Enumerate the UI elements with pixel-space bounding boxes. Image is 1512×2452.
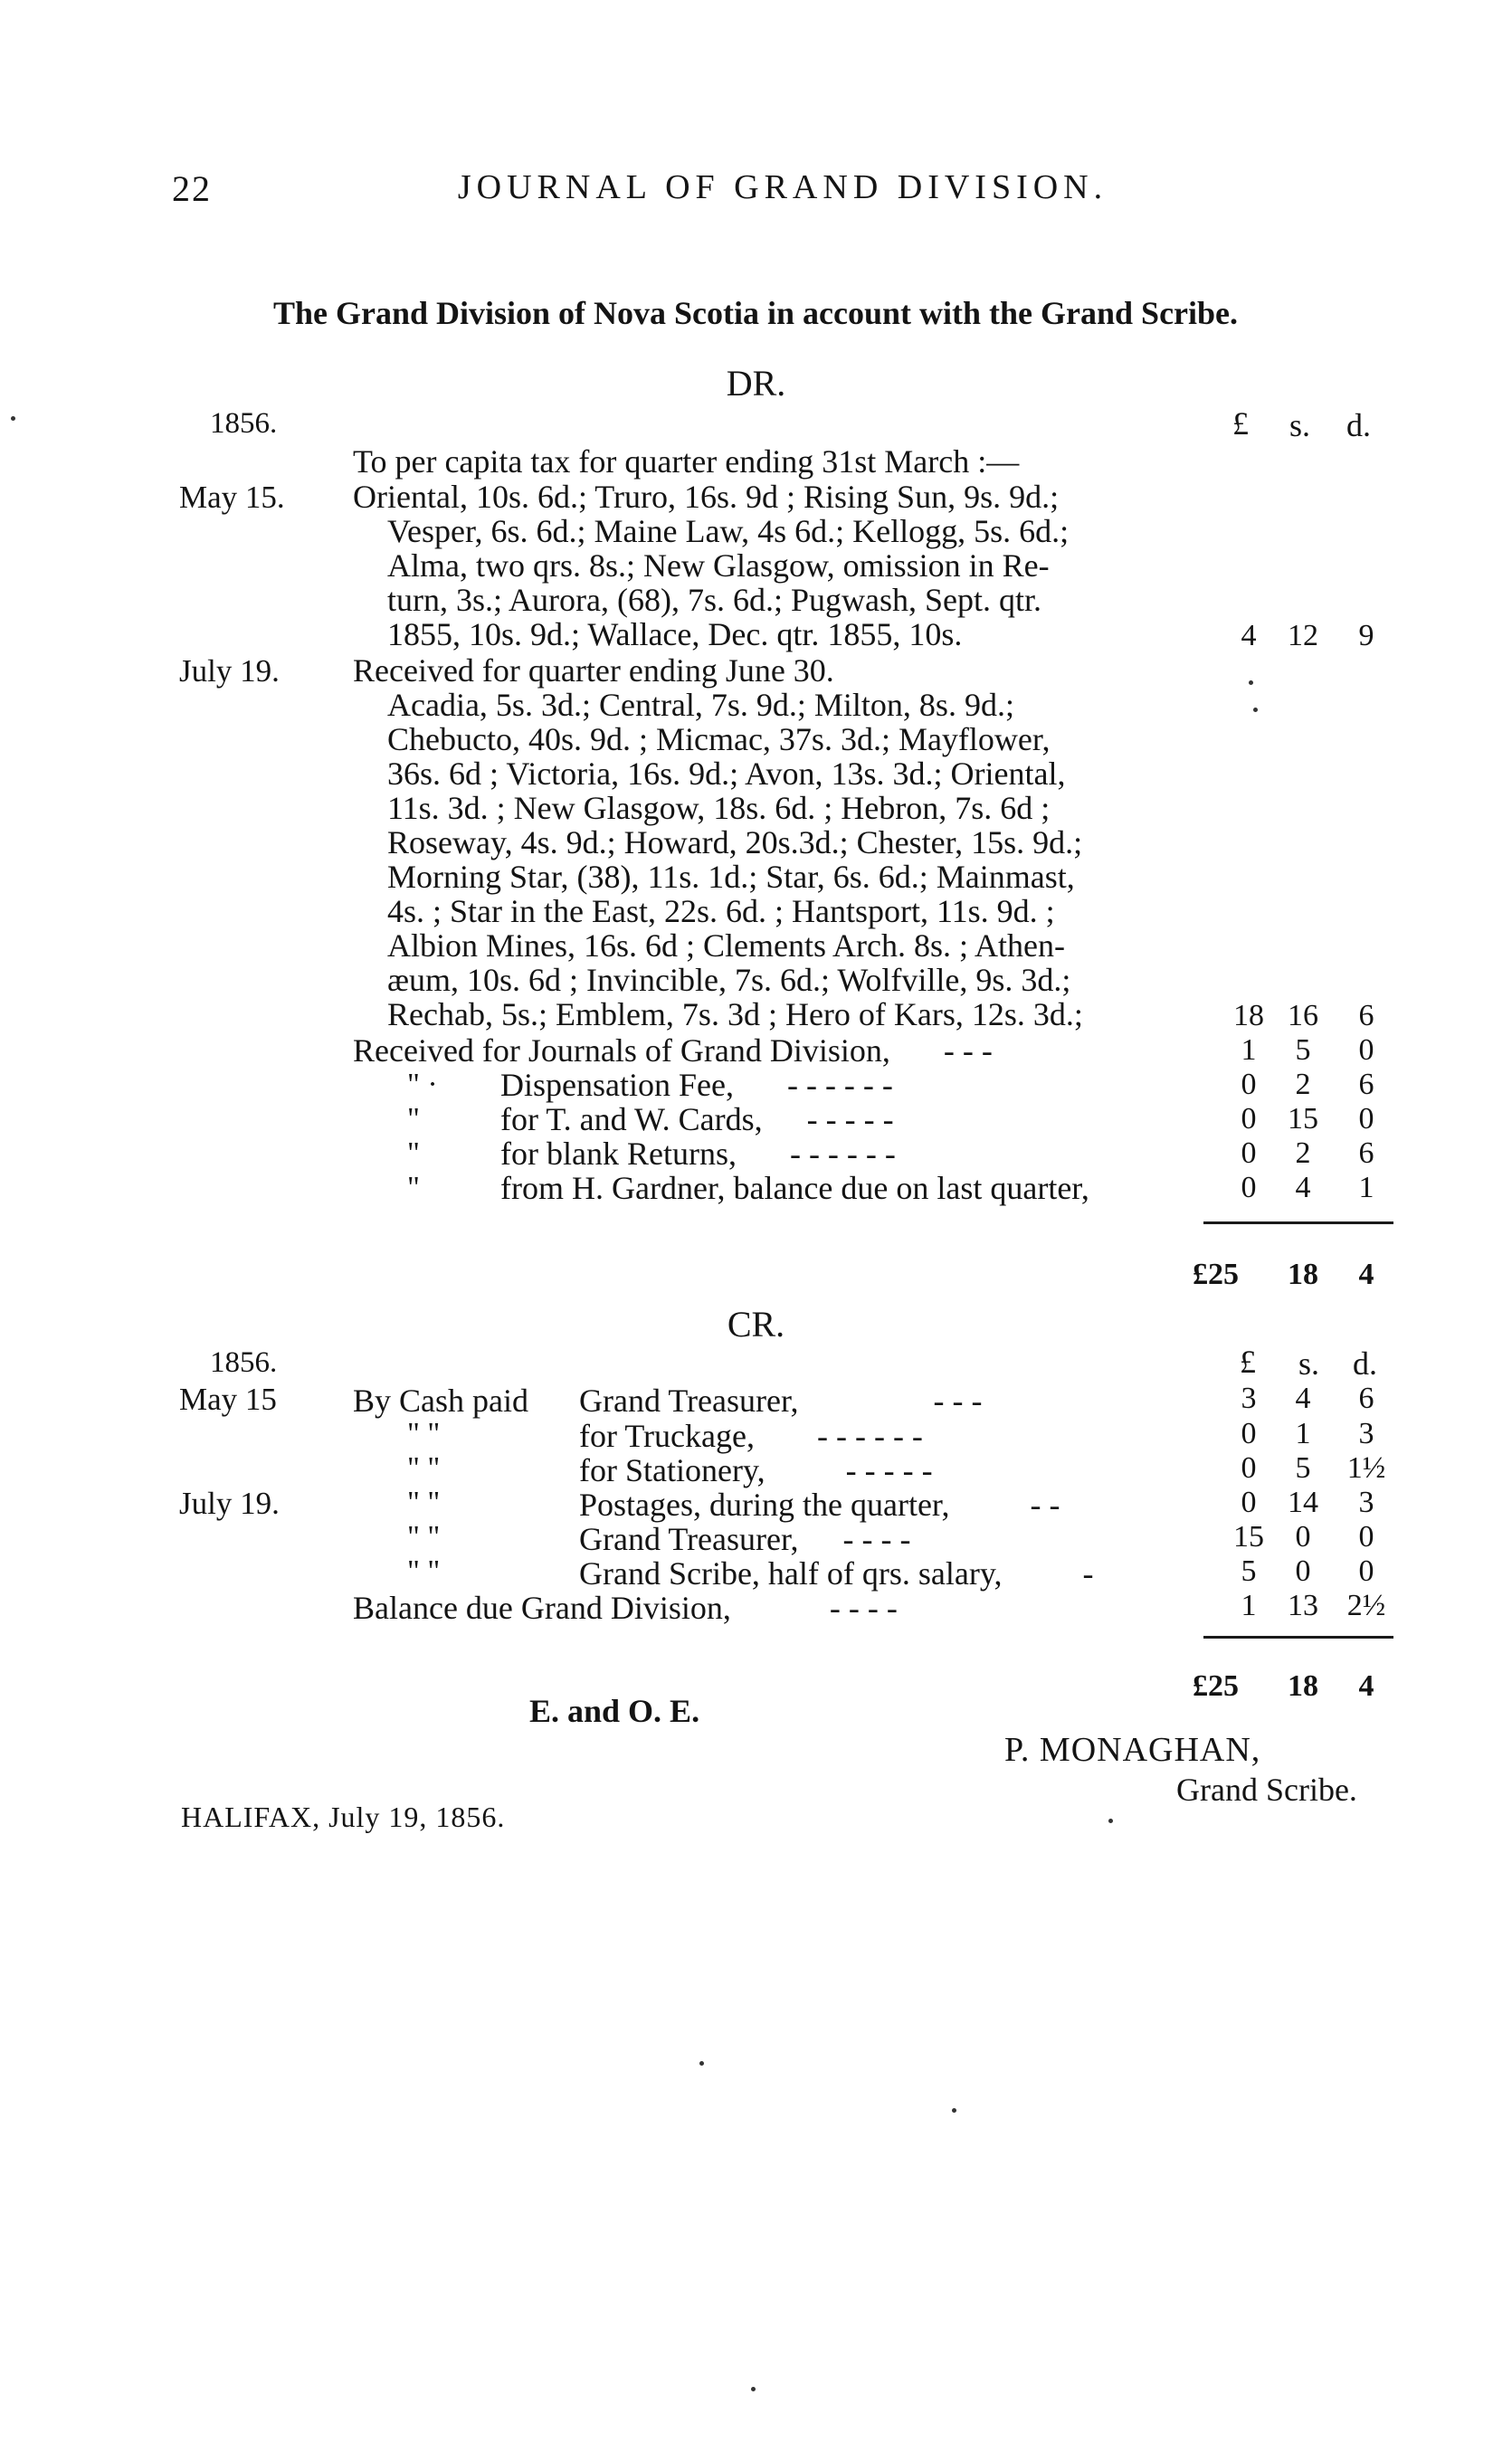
returns-shillings: 2 <box>1295 1136 1311 1170</box>
truckage-item: for Truckage, - - - - - - <box>579 1418 923 1454</box>
stationery-pounds: 0 <box>1241 1451 1257 1485</box>
running-title: JOURNAL OF GRAND DIVISION. <box>457 168 1108 206</box>
treasurer-shillings: 4 <box>1295 1382 1311 1415</box>
ink-speck <box>1253 708 1258 712</box>
dispensation-shillings: 2 <box>1295 1068 1311 1101</box>
entry-line: Oriental, 10s. 6d.; Truro, 16s. 9d ; Rising Sun, 9s. 9d.; <box>353 479 1060 515</box>
ink-speck <box>1249 680 1253 685</box>
ditto-mark: " · <box>407 1068 438 1101</box>
shillings-header: s. <box>1289 407 1311 443</box>
gardner-shillings: 4 <box>1295 1171 1311 1204</box>
debit-heading: DR. <box>726 363 786 404</box>
postages-item: Postages, during the quarter, - - <box>579 1487 1060 1523</box>
may-amount-shillings: 12 <box>1288 619 1318 652</box>
gardner-item: from H. Gardner, balance due on last quarter, <box>500 1170 1089 1206</box>
scribe-salary-item: Grand Scribe, half of qrs. salary, - <box>579 1555 1094 1592</box>
journals-item: Received for Journals of Grand Division, - - - <box>353 1032 993 1069</box>
journals-pounds: 1 <box>1241 1033 1257 1067</box>
postages-pence: 3 <box>1358 1486 1374 1519</box>
balance-shillings: 13 <box>1288 1589 1318 1622</box>
ditto-mark: " " <box>407 1554 441 1588</box>
credit-total-pounds: £25 <box>1193 1669 1239 1703</box>
cards-pence: 0 <box>1358 1102 1374 1136</box>
july-amount-pounds: 18 <box>1233 999 1264 1032</box>
shillings-header: s. <box>1298 1345 1320 1382</box>
entry-line: æum, 10s. 6d ; Invincible, 7s. 6d.; Wolfville, 9s. 3d.; <box>387 962 1071 998</box>
ditto-mark: " " <box>407 1451 441 1485</box>
entry-line: 1855, 10s. 9d.; Wallace, Dec. qtr. 1855, 10s. <box>387 616 963 652</box>
july-entry-text <box>353 653 1083 1031</box>
pence-header: d. <box>1346 407 1371 443</box>
ditto-mark: " " <box>407 1520 441 1554</box>
balance-pence: 2½ <box>1346 1589 1386 1622</box>
cards-item: for T. and W. Cards, - - - - - <box>500 1101 894 1137</box>
entry-line: turn, 3s.; Aurora, (68), 7s. 6d.; Pugwash, Sept. qtr. <box>387 582 1041 618</box>
journals-pence: 0 <box>1358 1033 1374 1067</box>
ink-speck <box>1108 1819 1113 1823</box>
balance-item: Balance due Grand Division, - - - - <box>353 1590 898 1626</box>
july-amount-pence: 6 <box>1358 999 1374 1032</box>
ink-speck <box>11 416 15 421</box>
scribe-salary-pence: 0 <box>1358 1554 1374 1588</box>
pounds-header: £ <box>1240 1344 1256 1380</box>
balance-pounds: 1 <box>1241 1589 1257 1622</box>
ditto-mark: " " <box>407 1417 441 1450</box>
treasurer-second-pounds: 15 <box>1233 1520 1264 1554</box>
truckage-pence: 3 <box>1358 1417 1374 1450</box>
treasurer-second-shillings: 0 <box>1295 1520 1311 1554</box>
stationery-shillings: 5 <box>1295 1451 1311 1485</box>
errors-omissions-note: E. and O. E. <box>529 1693 700 1729</box>
treasurer-pence: 6 <box>1358 1382 1374 1415</box>
ink-speck <box>751 2387 756 2391</box>
july-amount-shillings: 16 <box>1288 999 1318 1032</box>
signature-title: Grand Scribe. <box>1176 1772 1357 1808</box>
postages-shillings: 14 <box>1288 1486 1318 1519</box>
entry-line: 36s. 6d ; Victoria, 16s. 9d.; Avon, 13s. 3d.; Oriental, <box>387 756 1066 792</box>
stationery-pence: 1½ <box>1346 1451 1386 1485</box>
scribe-salary-pounds: 5 <box>1241 1554 1257 1588</box>
entry-line: Roseway, 4s. 9d.; Howard, 20s.3d.; Chester, 15s. 9d.; <box>387 824 1083 860</box>
entry-line: Chebucto, 40s. 9d. ; Micmac, 37s. 3d.; Mayflower, <box>387 721 1051 757</box>
treasurer-second-pence: 0 <box>1358 1520 1374 1554</box>
truckage-pounds: 0 <box>1241 1417 1257 1450</box>
ink-speck <box>952 2108 956 2113</box>
per-capita-intro: To per capita tax for quarter ending 31st March :— <box>353 443 1020 480</box>
returns-pence: 6 <box>1358 1136 1374 1170</box>
entry-date-may: May 15. <box>179 480 285 515</box>
entry-line: Alma, two qrs. 8s.; New Glasgow, omission in Re- <box>387 547 1050 584</box>
returns-pounds: 0 <box>1241 1136 1257 1170</box>
cards-pounds: 0 <box>1241 1102 1257 1136</box>
running-head <box>172 167 1393 213</box>
pence-header: d. <box>1353 1345 1377 1382</box>
entry-date-july: July 19. <box>179 653 280 689</box>
credit-date-may: May 15 <box>179 1382 277 1417</box>
debit-total-pounds: £25 <box>1193 1258 1239 1291</box>
debit-total-pence: 4 <box>1358 1258 1374 1291</box>
entry-line: Rechab, 5s.; Emblem, 7s. 3d ; Hero of Kars, 12s. 3d.; <box>387 996 1083 1032</box>
journals-shillings: 5 <box>1295 1033 1311 1067</box>
truckage-shillings: 1 <box>1295 1417 1311 1450</box>
stationery-item: for Stationery, - - - - - <box>579 1452 933 1488</box>
entry-line: 4s. ; Star in the East, 22s. 6d. ; Hantsport, 11s. 9d. ; <box>387 893 1055 929</box>
pounds-header: £ <box>1232 405 1249 442</box>
entry-line: 11s. 3d. ; New Glasgow, 18s. 6d. ; Hebron, 7s. 6d ; <box>387 790 1051 826</box>
treasurer-pounds: 3 <box>1241 1382 1257 1415</box>
credit-heading: CR. <box>727 1304 785 1345</box>
ink-speck <box>699 2061 704 2066</box>
ditto-mark: " <box>407 1102 420 1136</box>
grand-treasurer-item: Grand Treasurer, - - - <box>579 1383 983 1419</box>
may-amount-pence: 9 <box>1358 619 1374 652</box>
entry-line: Acadia, 5s. 3d.; Central, 7s. 9d.; Milton, 8s. 9d.; <box>387 687 1014 723</box>
treasurer-second-item: Grand Treasurer, - - - - <box>579 1521 911 1557</box>
may-entry-text <box>353 480 1069 651</box>
page-number: 22 <box>172 168 212 209</box>
debit-year: 1856. <box>210 407 278 440</box>
entry-line: Received for quarter ending June 30. <box>353 652 834 689</box>
gardner-pence: 1 <box>1358 1171 1374 1204</box>
ditto-mark: " <box>407 1136 420 1170</box>
dispensation-item: Dispensation Fee, - - - - - - <box>500 1067 893 1103</box>
debit-total-rule <box>1203 1221 1393 1224</box>
entry-line: Morning Star, (38), 11s. 1d.; Star, 6s. 6d.; Mainmast, <box>387 859 1075 895</box>
credit-total-rule <box>1203 1636 1393 1639</box>
postages-pounds: 0 <box>1241 1486 1257 1519</box>
scribe-salary-shillings: 0 <box>1295 1554 1311 1588</box>
may-amount-pounds: 4 <box>1241 619 1257 652</box>
signature-name: P. MONAGHAN, <box>1004 1731 1261 1769</box>
debit-total-shillings: 18 <box>1288 1258 1318 1291</box>
credit-year: 1856. <box>210 1346 278 1379</box>
entry-line: Vesper, 6s. 6d.; Maine Law, 4s 6d.; Kellogg, 5s. 6d.; <box>387 513 1070 549</box>
place-and-date: HALIFAX, July 19, 1856. <box>181 1801 506 1833</box>
credit-total-shillings: 18 <box>1288 1669 1318 1703</box>
credit-date-july: July 19. <box>179 1486 280 1521</box>
ditto-mark: " " <box>407 1486 441 1519</box>
cards-shillings: 15 <box>1288 1102 1318 1136</box>
dispensation-pence: 6 <box>1358 1068 1374 1101</box>
credit-total-pence: 4 <box>1358 1669 1374 1703</box>
entry-line: Albion Mines, 16s. 6d ; Clements Arch. 8s. ; Athen- <box>387 927 1065 964</box>
account-title: The Grand Division of Nova Scotia in account with the Grand Scribe. <box>272 295 1239 331</box>
returns-item: for blank Returns, - - - - - - <box>500 1136 896 1172</box>
dispensation-pounds: 0 <box>1241 1068 1257 1101</box>
ditto-mark: " <box>407 1171 420 1204</box>
cash-paid-label: By Cash paid <box>353 1383 528 1419</box>
gardner-pounds: 0 <box>1241 1171 1257 1204</box>
